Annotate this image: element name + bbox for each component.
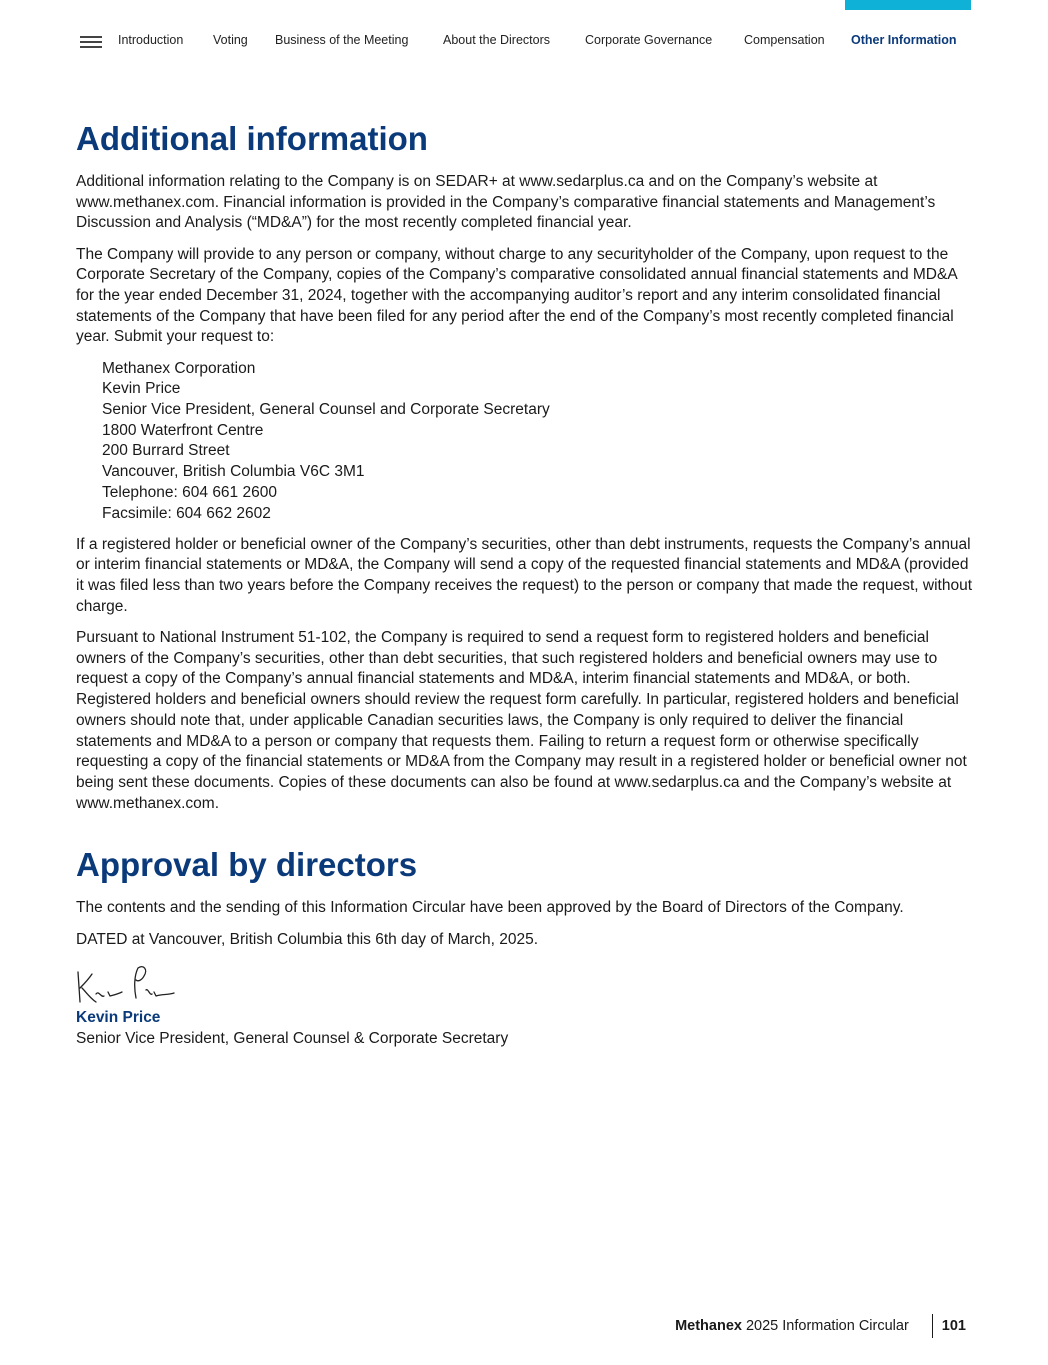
address-line: Vancouver, British Columbia V6C 3M1 bbox=[102, 463, 365, 481]
paragraph-national-instrument: Pursuant to National Instrument 51-102, the Company is required to send a request form to registered holders and beneficial owners of the Company’s securities, other than debt securities, that such registered holders and beneficial owners may use to request a copy of the Company’s annual financial statements and MD&A, interim financial statements and MD&A, or both. Registered holders and beneficial owners should review the request form carefully. In particular, registered holders and beneficial owners should note that, under applicable Canadian securities laws, the Company is only required to deliver the financial statements and MD&A to a person or company that requests them. Failing to return a request form or otherwise specifically requesting a copy of the financial statements or MD&A from the Company may result in a registered holder or beneficial owner not being sent these documents. Copies of these documents can also be found at www.sedarplus.ca and the Company’s website at www.methanex.com. bbox=[76, 629, 967, 812]
address-line: Kevin Price bbox=[102, 380, 181, 398]
signature-image bbox=[74, 962, 184, 1006]
accent-tab bbox=[845, 0, 971, 10]
page-number: 101 bbox=[941, 1318, 966, 1334]
address-line: 1800 Waterfront Centre bbox=[102, 421, 264, 439]
nav-about-the-directors[interactable]: About the Directors bbox=[443, 33, 550, 47]
address-line: Methanex Corporation bbox=[102, 359, 256, 377]
paragraph-registered-holder: If a registered holder or beneficial owner of the Company’s securities, other than debt instruments, requests the Company’s annual or interim financial statements or MD&A, the Company will send a copy of the requested financial statements and MD&A (provided it was filed less than two years before the Company receives the request) to the person or company that made the request, without charge. bbox=[76, 535, 973, 615]
nav-compensation[interactable]: Compensation bbox=[744, 33, 825, 47]
hamburger-menu-icon[interactable] bbox=[80, 36, 102, 48]
nav-other-information[interactable]: Other Information bbox=[851, 33, 957, 47]
approval-by-directors-heading: Approval by directors bbox=[76, 846, 418, 884]
footer-divider bbox=[932, 1314, 933, 1338]
nav-corporate-governance[interactable]: Corporate Governance bbox=[585, 33, 713, 47]
additional-information-heading: Additional information bbox=[76, 120, 428, 157]
paragraph-sedar: Additional information relating to the Company is on SEDAR+ at www.sedarplus.ca and on the Company’s website at www.methanex.com. Financial information is provided in the Company’s comparative financial statements and Management’s Discussion and Analysis (“MD&A”) for the most recently completed financial year. bbox=[76, 173, 936, 232]
page-footer bbox=[675, 1314, 966, 1338]
top-navigation bbox=[80, 33, 972, 51]
paragraph-dated: DATED at Vancouver, British Columbia this 6th day of March, 2025. bbox=[76, 930, 539, 948]
signer-name: Kevin Price bbox=[76, 1009, 161, 1027]
nav-voting[interactable]: Voting bbox=[213, 33, 248, 47]
address-line: Telephone: 604 661 2600 bbox=[102, 483, 277, 501]
address-line: Senior Vice President, General Counsel and Corporate Secretary bbox=[102, 401, 550, 419]
address-line: 200 Burrard Street bbox=[102, 442, 230, 460]
paragraph-request-copies: The Company will provide to any person or company, without charge to any securityholder of the Company, upon request to the Corporate Secretary of the Company, copies of the Company’s comparative consolidated annual financial statements and MD&A for the year ended December 31, 2024, together with the accompanying auditor’s report and any interim consolidated financial statements of the Company that have been filed for any period after the end of the Company’s most recently completed financial year. Submit your request to: bbox=[76, 245, 957, 346]
paragraph-approval: The contents and the sending of this Information Circular have been approved by the Board of Directors of the Company. bbox=[76, 899, 904, 917]
address-line: Facsimile: 604 662 2602 bbox=[102, 504, 271, 522]
footer-brand: Methanex bbox=[675, 1318, 742, 1334]
signer-title: Senior Vice President, General Counsel & Corporate Secretary bbox=[76, 1030, 509, 1047]
nav-introduction[interactable]: Introduction bbox=[118, 33, 184, 47]
footer-document-title: 2025 Information Circular bbox=[745, 1318, 909, 1334]
nav-business-of-the-meeting[interactable]: Business of the Meeting bbox=[275, 33, 409, 47]
mailing-address bbox=[102, 359, 976, 525]
main-content bbox=[76, 118, 976, 1050]
